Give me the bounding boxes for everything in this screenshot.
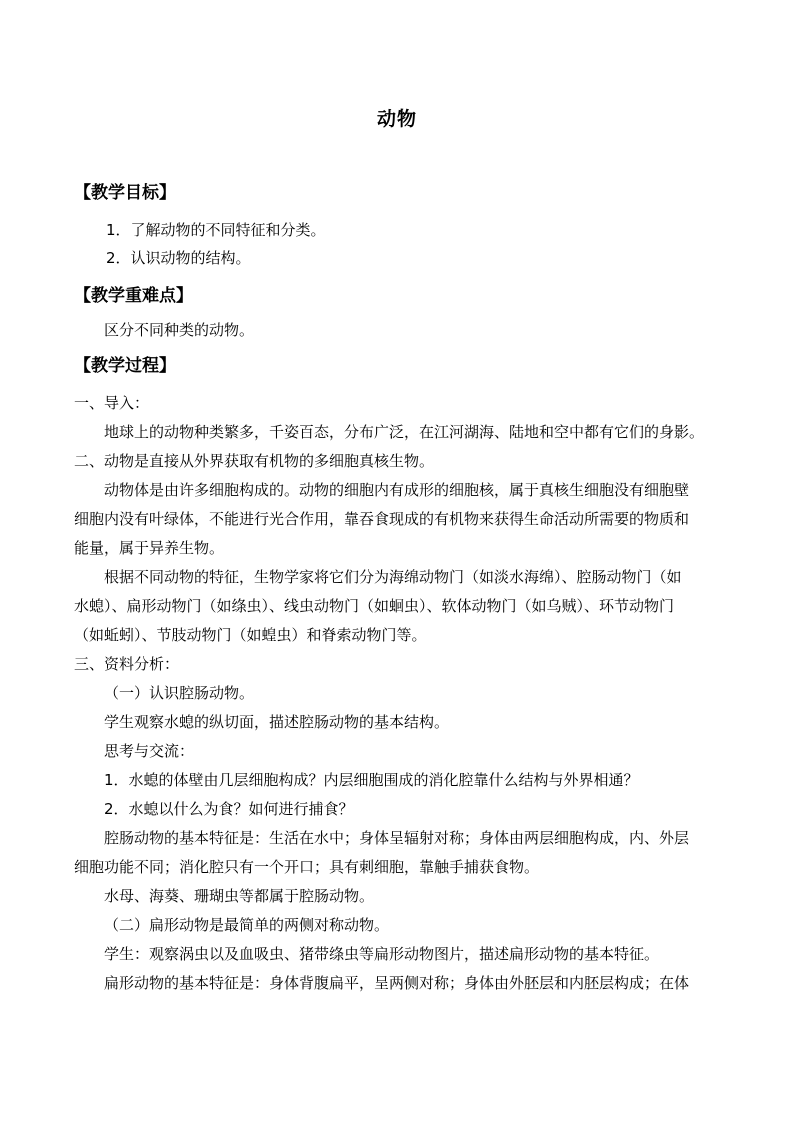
- paragraph-line: （一）认识腔肠动物。: [104, 684, 255, 702]
- paragraph-line: 扁形动物的基本特征是：身体背腹扁平，呈两侧对称；身体由外胚层和内胚层构成；在体: [104, 974, 690, 992]
- paragraph-line: 腔肠动物的基本特征是：生活在水中；身体呈辐射对称；身体由两层细胞构成，内、外层: [104, 829, 690, 847]
- paragraph-line: 细胞内没有叶绿体，不能进行光合作用，靠吞食现成的有机物来获得生命活动所需要的物质和: [74, 510, 690, 528]
- goal-item-2: 2．认识动物的结构。: [106, 249, 251, 267]
- paragraph-line: 根据不同动物的特征，生物学家将它们分为海绵动物门（如淡水海绵）、腔肠动物门（如: [104, 568, 682, 586]
- paragraph-line: （如蚯蚓）、节肢动物门（如蝗虫）和脊索动物门等。: [74, 626, 427, 644]
- section-heading-process: 【教学过程】: [74, 356, 176, 376]
- paragraph-line: 地球上的动物种类繁多，千姿百态，分布广泛，在江河湖海、陆地和空中都有它们的身影。: [104, 423, 705, 441]
- paragraph-line: 2．水螅以什么为食？如何进行捕食？: [104, 800, 354, 818]
- paragraph-line: 一、导入：: [74, 394, 150, 412]
- paragraph-line: 思考与交流：: [104, 742, 195, 760]
- goal-item-1: 1．了解动物的不同特征和分类。: [106, 221, 326, 239]
- section-heading-key-points: 【教学重难点】: [74, 286, 193, 306]
- paragraph-line: 学生观察水螅的纵切面，描述腔肠动物的基本结构。: [104, 713, 450, 731]
- paragraph-line: 水螅）、扁形动物门（如绦虫）、线虫动物门（如蛔虫）、软体动物门（如乌贼）、环节动物门: [74, 597, 675, 615]
- paragraph-line: 1．水螅的体壁由几层细胞构成？内层细胞围成的消化腔靠什么结构与外界相通？: [104, 771, 639, 789]
- paragraph-line: 三、资料分析：: [74, 655, 180, 673]
- paragraph-line: 动物体是由许多细胞构成的。动物的细胞内有成形的细胞核，属于真核生细胞没有细胞壁: [104, 481, 690, 499]
- paragraph-line: 二、动物是直接从外界获取有机物的多细胞真核生物。: [74, 452, 435, 470]
- paragraph-line: （二）扁形动物是最简单的两侧对称动物。: [104, 916, 390, 934]
- document-title: 动物: [376, 108, 417, 130]
- paragraph-line: 水母、海葵、珊瑚虫等都属于腔肠动物。: [104, 887, 375, 905]
- key-points-text: 区分不同种类的动物。: [104, 321, 255, 339]
- paragraph-line: 学生：观察涡虫以及血吸虫、猪带绦虫等扁形动物图片，描述扁形动物的基本特征。: [104, 945, 660, 963]
- paragraph-line: 能量，属于异养生物。: [74, 539, 225, 557]
- paragraph-line: 细胞功能不同；消化腔只有一个开口；具有刺细胞，靠触手捕获食物。: [74, 858, 540, 876]
- section-heading-goals: 【教学目标】: [74, 183, 176, 203]
